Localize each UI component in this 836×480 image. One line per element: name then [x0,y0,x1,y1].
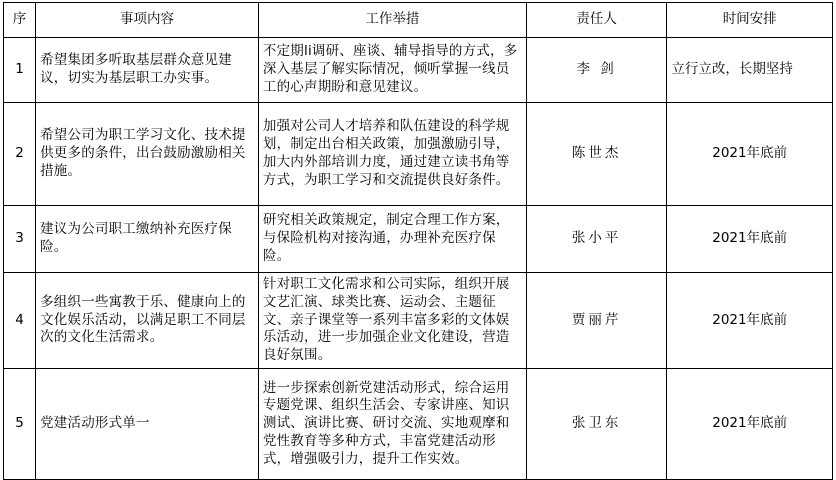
row-owner: 张卫东 [526,369,667,480]
row-item: 建议为公司职工缴纳补充医疗保险。 [36,206,259,273]
row-seq: 4 [4,273,36,369]
table-row [4,369,833,480]
row-owner: 陈世杰 [526,103,667,206]
row-item: 多组织一些寓教于乐、健康向上的文化娱乐活动，以满足职工不同层次的文化生活需求。 [36,273,259,369]
table-row [4,38,833,103]
table-header-row [4,3,833,38]
column-header-owner: 责任人 [526,3,667,38]
table-header [4,3,833,38]
row-item: 希望公司为职工学习文化、技术提供更多的条件，出台鼓励激励相关措施。 [36,103,259,206]
table-row [4,206,833,273]
row-owner: 张小平 [526,206,667,273]
row-seq: 2 [4,103,36,206]
row-seq: 1 [4,38,36,103]
row-time: 2021年底前 [667,369,833,480]
column-header-measure: 工作举措 [258,3,526,38]
work-measures-table [3,2,833,480]
row-owner: 李 剑 [526,38,667,103]
row-measure: 进一步探索创新党建活动形式，综合运用专题党课、组织生活会、专家讲座、知识测试、演讲比赛、研讨交流、实地观摩和党性教育等多种方式，丰富党建活动形式，增强吸引力，提升工作实效。 [258,369,526,480]
table-row [4,103,833,206]
row-measure: 不定期li调研、座谈、辅导指导的方式，多深入基层了解实际情况，倾听掌握一线员工的心声期盼和意见建议。 [258,38,526,103]
row-time: 2021年底前 [667,273,833,369]
row-measure: 加强对公司人才培养和队伍建设的科学规划，制定出台相关政策，加强激励引导，加大内外部培训力度，通过建立读书角等方式，为职工学习和交流提供良好条件。 [258,103,526,206]
row-seq: 3 [4,206,36,273]
row-owner: 贾丽芹 [526,273,667,369]
column-header-item: 事项内容 [36,3,259,38]
table-body [4,38,833,480]
row-measure: 针对职工文化需求和公司实际，组织开展文艺汇演、球类比赛、运动会、主题征文、亲子课堂等一系列丰富多彩的文体娱乐活动，进一步加强企业文化建设，营造良好氛围。 [258,273,526,369]
row-time: 立行立改，长期坚持 [667,38,833,103]
table-row [4,273,833,369]
row-item: 党建活动形式单一 [36,369,259,480]
column-header-time: 时间安排 [667,3,833,38]
row-time: 2021年底前 [667,103,833,206]
row-measure: 研究相关政策规定，制定合理工作方案，与保险机构对接沟通，办理补充医疗保险。 [258,206,526,273]
row-item: 希望集团多听取基层群众意见建议，切实为基层职工办实事。 [36,38,259,103]
column-header-seq: 序 [4,3,36,38]
row-seq: 5 [4,369,36,480]
row-time: 2021年底前 [667,206,833,273]
